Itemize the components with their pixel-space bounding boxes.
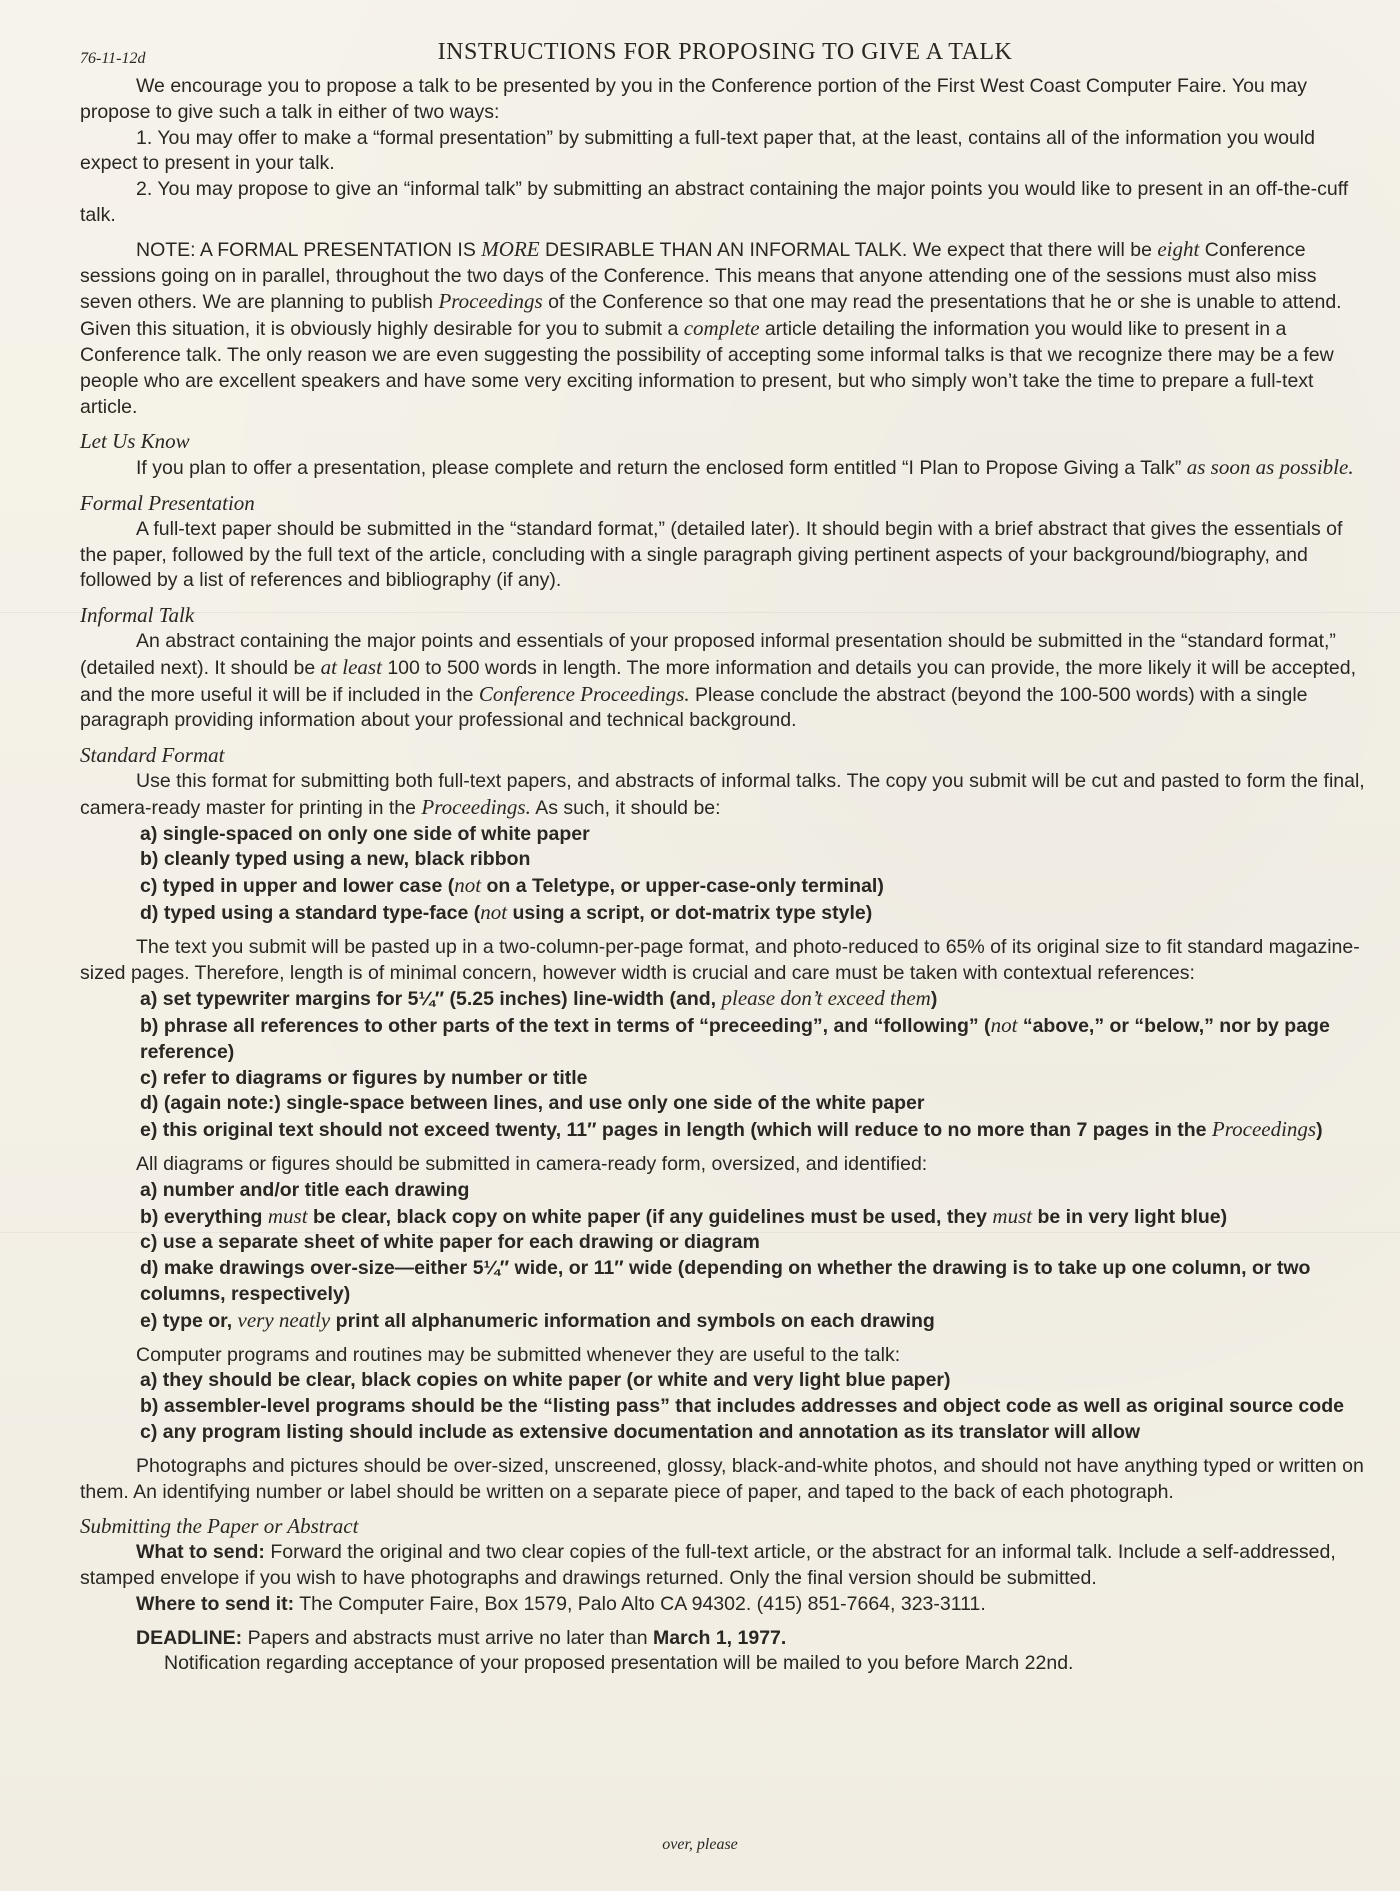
where-to-send-label: Where to send it:: [136, 1592, 295, 1615]
list-item-text: c) refer to diagrams or figures by number or title: [140, 1066, 588, 1089]
list-item: [80, 1013, 1370, 1066]
what-to-send-paragraph: [80, 1540, 1370, 1592]
list-item: [80, 1066, 1370, 1092]
let-us-know-heading: Let Us Know: [80, 429, 190, 454]
list-item-text: a) number and/or title each drawing: [140, 1178, 470, 1201]
list-item-emphasis: not: [990, 1013, 1018, 1038]
list-item-text: e) type or,: [140, 1309, 238, 1332]
list-item-text: b) cleanly typed using a new, black ribbon: [140, 848, 531, 871]
document-id: 76-11-12d: [80, 50, 146, 67]
list-item: [80, 1117, 1370, 1144]
list-item-text: a) set typewriter margins for 5¼″ (5.25 inches) line-width (and,: [140, 988, 722, 1011]
notification-paragraph: Notification regarding acceptance of your proposed presentation will be mailed to you before March 22nd.: [164, 1652, 1074, 1675]
list-item-text: d) typed using a standard type-face (: [140, 901, 481, 924]
formal-presentation-heading: Formal Presentation: [80, 490, 255, 515]
standard-format-intro: [80, 769, 1370, 822]
list-item: [80, 822, 1370, 848]
list-item: [80, 986, 1370, 1013]
list-item-text: b) everything: [140, 1205, 268, 1228]
note-text-1: We expect that there will be: [907, 238, 1158, 261]
intro-option-2: 2. You may propose to give an “informal talk” by submitting an abstract containing the major points you would like to present in an off-the-cuff talk.: [80, 178, 1349, 226]
list-item-text: c) use a separate sheet of white paper for each drawing or diagram: [140, 1231, 760, 1254]
formal-presentation-paragraph: A full-text paper should be submitted in the “standard format,” (detailed later). It should begin with a brief abstract that gives the essentials of the paper, followed by the full text of the article, concluding with a single paragraph giving pertinent aspects of your background/biography, and followed by a list of references and bibliography (if any).: [80, 517, 1343, 592]
where-to-send-paragraph: [80, 1592, 1370, 1618]
informal-text-3: Please conclude the abstract (beyond the 100-500 words) with a single paragraph providing information about your professional and technical background.: [80, 683, 1308, 732]
list-item-emphasis: Proceedings: [1211, 1117, 1317, 1142]
list-item: [80, 847, 1370, 873]
list-item-text: b) assembler-level programs should be the “listing pass” that includes addresses and object code as well as original source code: [140, 1395, 1344, 1418]
list-item-text: on a Teletype, or upper-case-only terminal): [481, 875, 884, 898]
list-item: [80, 1420, 1370, 1446]
note-text-4: article detailing the information you would like to present in a Conference talk. The only reason we are even suggesting the possibility of accepting some informal talks is that we recognize there may be a few people who are excellent speakers and have some very exciting information to present, but who simply won’t take the time to prepare a full-text article.: [80, 318, 1334, 418]
note-paragraph: [80, 237, 1370, 421]
what-to-send-text: Forward the original and two clear copies of the full-text article, or the abstract for an informal talk. Include a self-addressed, stamped envelope if you wish to have photographs and drawings returned. Only the final version should be submitted.: [80, 1541, 1336, 1590]
informal-conference-proceedings: Conference Proceedings.: [478, 681, 690, 706]
list-item: [80, 1091, 1370, 1117]
deadline-text: Papers and abstracts must arrive no later than: [242, 1626, 653, 1649]
note-proceedings: Proceedings: [438, 289, 543, 314]
list-item: [80, 1394, 1370, 1420]
list-item-text: c) typed in upper and lower case (: [140, 875, 455, 898]
let-us-know-paragraph: [80, 455, 1370, 482]
list-item-text: b) phrase all references to other parts of the text in terms of “preceeding”, and “following” (: [140, 1015, 991, 1038]
note-text-2: Conference sessions going on in parallel, throughout the two days of the Conference. This means that anyone attending one of the sessions must also miss seven others. We are planning to publish: [80, 238, 1317, 314]
document-title: INSTRUCTIONS FOR PROPOSING TO GIVE A TALK: [437, 39, 1013, 65]
list-item-text: “above,” or “below,” nor by page reference): [140, 1015, 1330, 1063]
list-item: [80, 1256, 1370, 1308]
list-item-emphasis: not: [480, 899, 508, 924]
note-text-3: of the Conference so that one may read the presentations that he or she is unable to attend. Given this situation, it is obviously highly desirable for you to submit a: [80, 291, 1342, 341]
list-item-emphasis: must: [992, 1203, 1033, 1228]
document-header: [80, 36, 1370, 74]
list-item-text: a) they should be clear, black copies on white paper (or white and very light blue paper): [140, 1369, 951, 1392]
list-item-text: c) any program listing should include as extensive documentation and annotation as its translator will allow: [140, 1421, 1141, 1444]
informal-text-1: An abstract containing the major points and essentials of your proposed informal presentation should be submitted in the “standard format,” (detailed next). It should be: [80, 629, 1336, 679]
list-item: [80, 873, 1370, 900]
list-item-emphasis: very neatly: [237, 1307, 331, 1332]
list-item-text: using a script, or dot-matrix type style): [507, 901, 873, 924]
standard-text-1: Use this format for submitting both full-text papers, and abstracts of informal talks. The copy you submit will be cut and pasted to form the final, camera-ready master for printing in the: [80, 769, 1365, 819]
deadline-date: March 1, 1977.: [652, 1626, 787, 1649]
informal-at-least: at least: [320, 654, 382, 679]
list-item: [80, 1368, 1370, 1394]
deadline-label: DEADLINE:: [136, 1626, 243, 1649]
informal-talk-heading: Informal Talk: [80, 603, 195, 628]
width-paragraph: The text you submit will be pasted up in a two-column-per-page format, and photo-reduced to 65% of its original size to fit standard magazine-sized pages. Therefore, length is of minimal concern, however width is crucial and care must be taken with contextual references:: [80, 935, 1360, 984]
list-item-emphasis: not: [454, 873, 482, 898]
list-item-text: e) this original text should not exceed twenty, 11″ pages in length (which will reduce to no more than 7 pages in the: [140, 1119, 1212, 1142]
let-us-know-text: If you plan to offer a presentation, please complete and return the enclosed form entitled “I Plan to Propose Giving a Talk”: [136, 457, 1187, 480]
note-complete: complete: [683, 316, 760, 341]
list-item: [80, 1204, 1370, 1231]
where-to-send-text: The Computer Faire, Box 1579, Palo Alto CA 94302. (415) 851-7664, 323-3111.: [294, 1592, 986, 1615]
programs-paragraph: Computer programs and routines may be submitted whenever they are useful to the talk:: [136, 1343, 901, 1366]
standard-proceedings: Proceedings.: [421, 794, 531, 819]
deadline-paragraph: [80, 1626, 1370, 1652]
list-item: [80, 900, 1370, 927]
program-requirements-list: [80, 1368, 1370, 1445]
informal-talk-paragraph: [80, 629, 1370, 734]
note-eight: eight: [1157, 236, 1200, 261]
informal-text-2: 100 to 500 words in length. The more information and details you can provide, the more likely it will be accepted, and the more useful it will be if included in the: [80, 656, 1357, 706]
diagram-requirements-list: [80, 1178, 1370, 1335]
submitting-heading: Submitting the Paper or Abstract: [80, 1514, 359, 1539]
diagrams-paragraph: All diagrams or figures should be submitted in camera-ready form, oversized, and identified:: [136, 1153, 928, 1176]
note-more: MORE: [481, 236, 540, 261]
list-item-text: d) (again note:) single-space between lines, and use only one side of the white paper: [140, 1092, 925, 1115]
intro-paragraph: We encourage you to propose a talk to be presented by you in the Conference portion of the First West Coast Computer Faire. You may propose to give such a talk in either of two ways:: [80, 75, 1308, 123]
list-item: [80, 1308, 1370, 1335]
standard-format-heading: Standard Format: [80, 743, 225, 768]
list-item-text: d) make drawings over-size—either 5¼″ wide, or 11″ wide (depending on whether the drawing is to take up one column, or two columns, respectively): [140, 1257, 1311, 1306]
list-item-emphasis: must: [267, 1203, 308, 1228]
document-body: [80, 36, 1370, 1677]
list-item-text: be clear, black copy on white paper (if any guidelines must be used, they: [307, 1205, 993, 1228]
note-lead: NOTE: A FORMAL PRESENTATION IS: [136, 238, 482, 261]
list-item-text: print all alphanumeric information and symbols on each drawing: [330, 1309, 935, 1332]
note-lead-2: DESIRABLE THAN AN INFORMAL TALK.: [539, 238, 908, 261]
list-item-text: ): [1316, 1119, 1323, 1142]
standard-text-2: As such, it should be:: [530, 796, 721, 819]
list-item-text: be in very light blue): [1032, 1205, 1228, 1228]
list-item-text: ): [930, 988, 938, 1011]
list-item: [80, 1230, 1370, 1256]
list-item: [80, 1178, 1370, 1204]
list-item-text: a) single-spaced on only one side of white paper: [140, 822, 590, 845]
list-item-emphasis: please don’t exceed them: [721, 986, 931, 1011]
format-requirements-list: [80, 822, 1370, 927]
intro-option-1: 1. You may offer to make a “formal presentation” by submitting a full-text paper that, at the least, contains all of the information you would expect to present in your talk.: [80, 126, 1315, 175]
text-requirements-list: [80, 986, 1370, 1144]
what-to-send-label: What to send:: [136, 1541, 265, 1564]
let-us-know-soon: as soon as possible.: [1186, 455, 1354, 480]
photographs-paragraph: Photographs and pictures should be over-sized, unscreened, glossy, black-and-white photos, and should not have anything typed or written on them. An identifying number or label should be written on a separate piece of paper, and taped to the back of each photograph.: [80, 1454, 1364, 1503]
page-footer: over, please: [662, 1836, 738, 1853]
